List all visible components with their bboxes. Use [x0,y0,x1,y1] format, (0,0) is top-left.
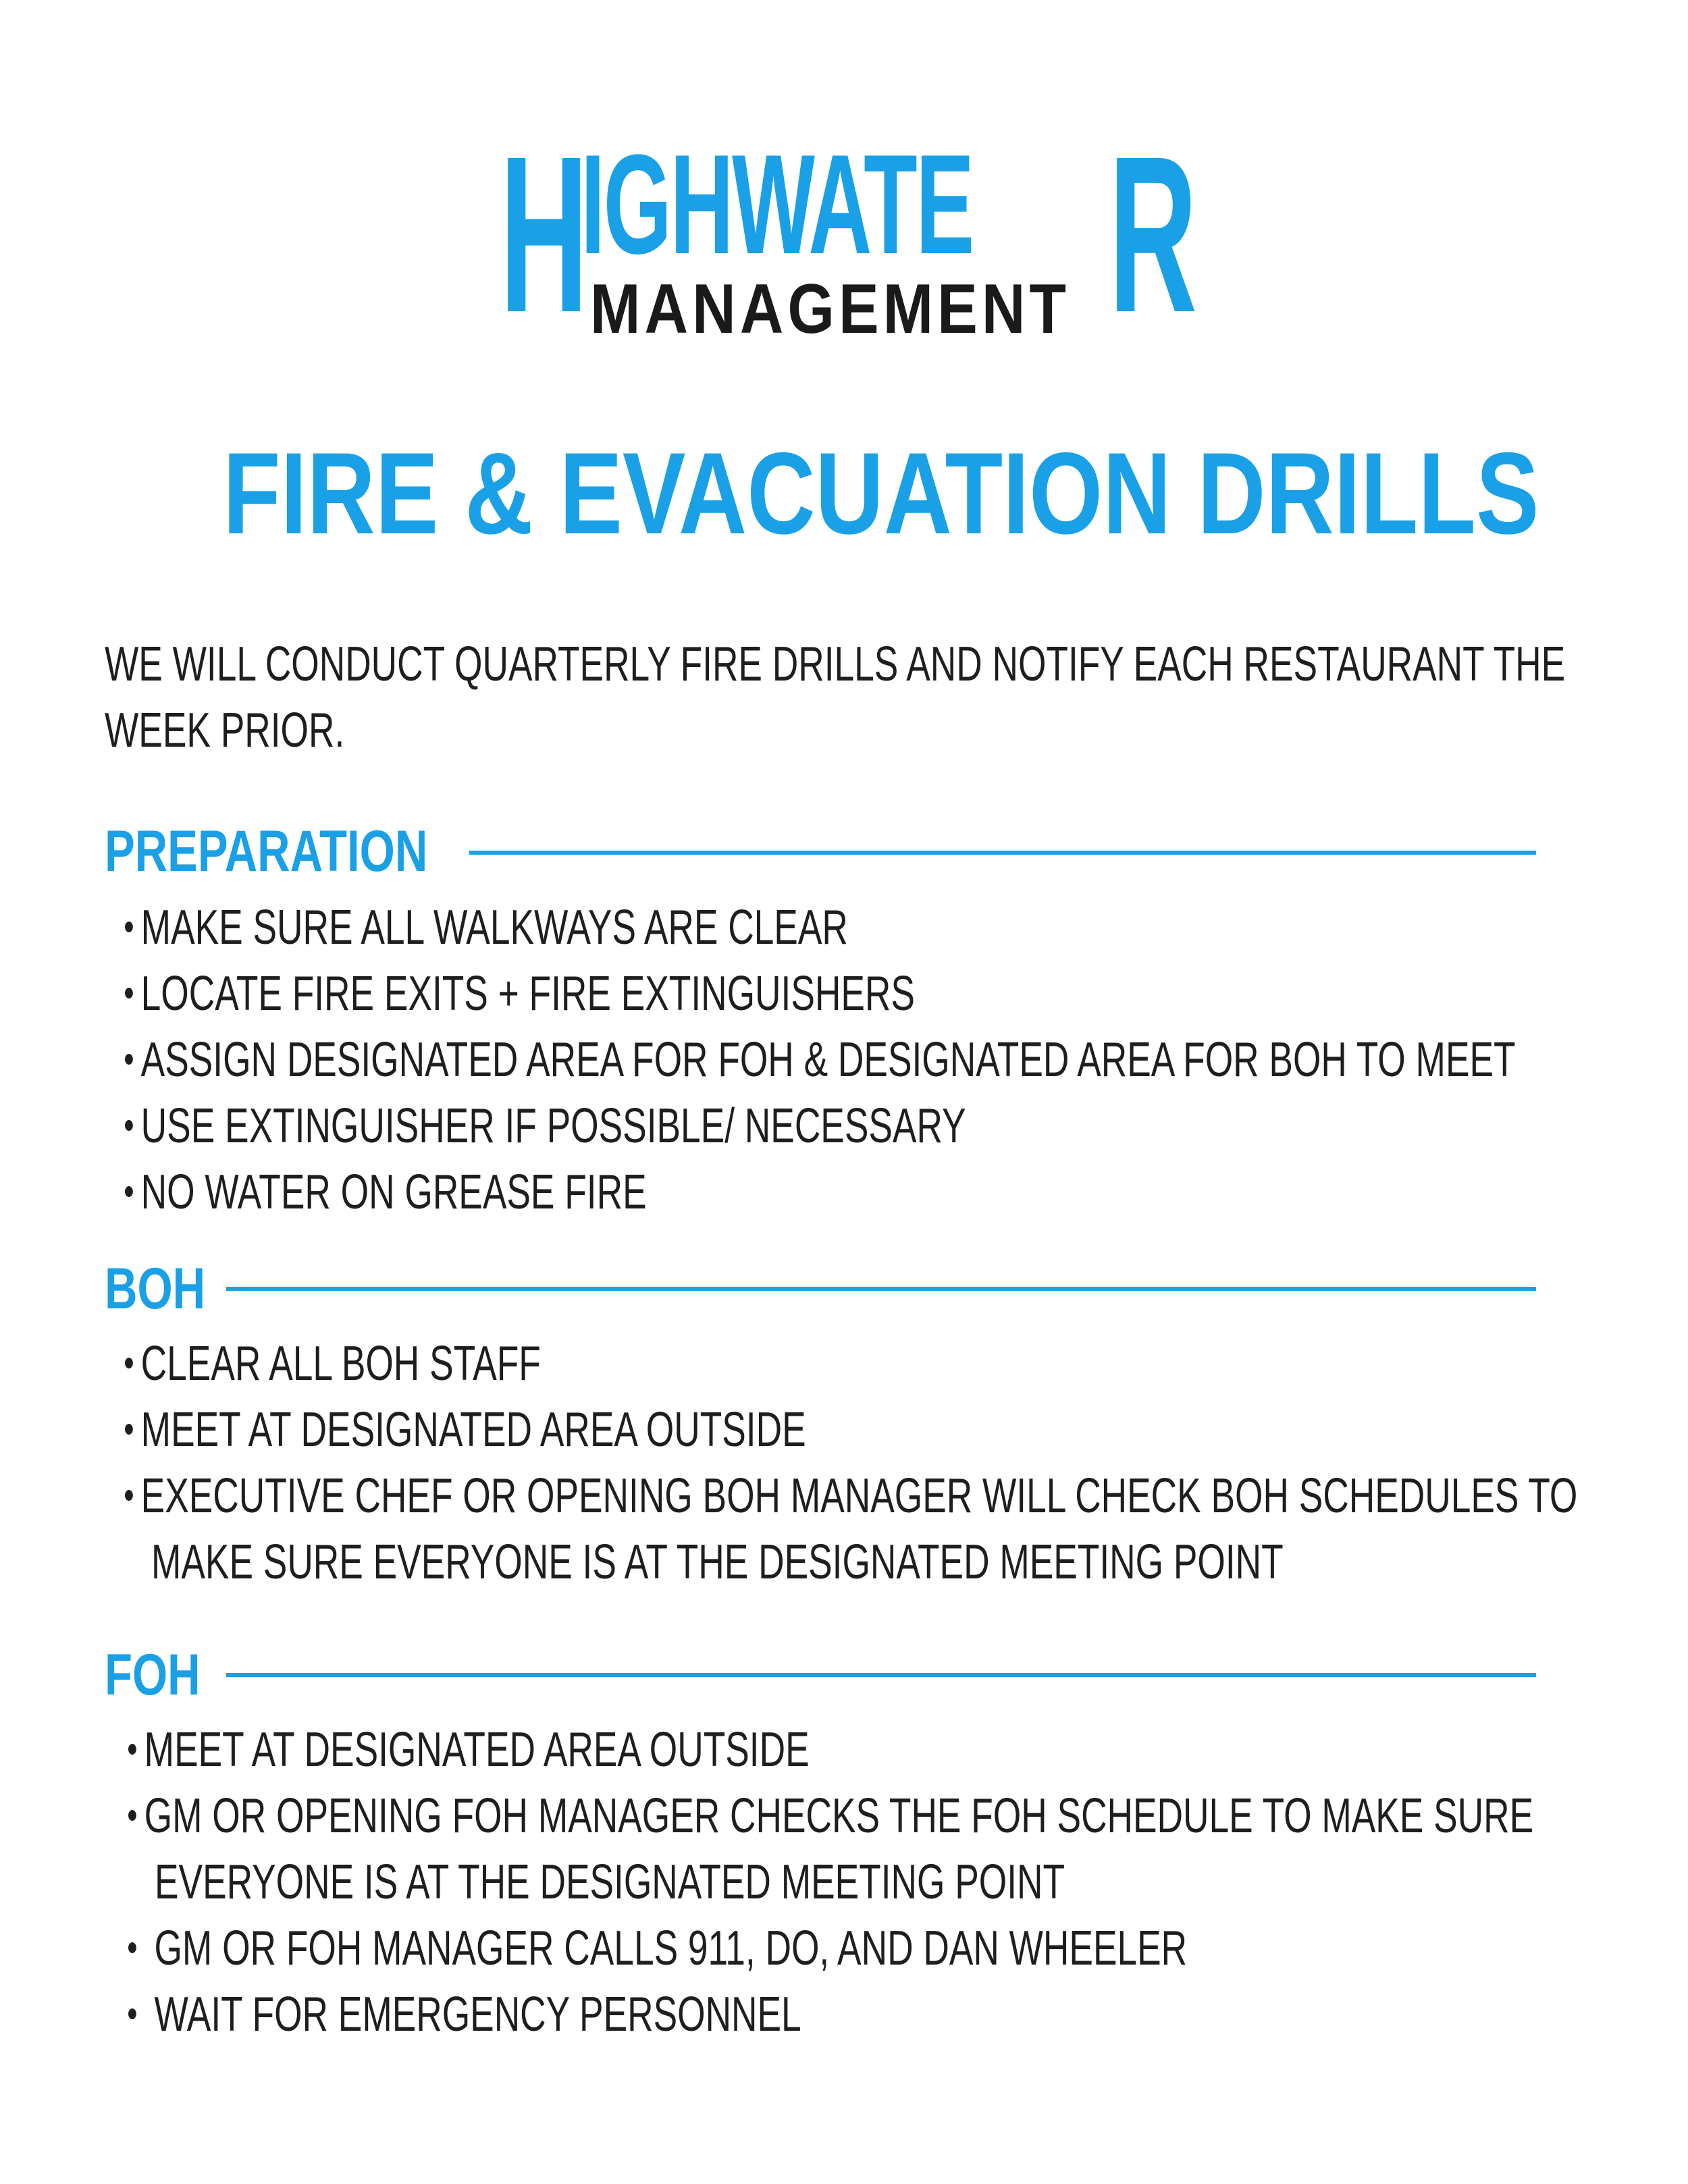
bullet-dot [128,1942,136,1953]
bullet-dot [128,1744,136,1755]
bullet-dot [125,1054,133,1065]
logo-subtitle-management: MANAGEMENT [590,270,1071,348]
page-title: FIRE & EVACUATION DRILLS [223,429,1539,558]
list-item [125,1469,1578,1523]
list-item [128,1789,1534,1843]
list-item-text: CLEAR ALL BOH STAFF [140,1337,541,1391]
list-item-text: MEET AT DESIGNATED AREA OUTSIDE [140,1403,806,1457]
list-item-text: LOCATE FIRE EXITS + FIRE EXTINGUISHERS [140,967,915,1021]
list-item-text: MEET AT DESIGNATED AREA OUTSIDE [144,1723,810,1777]
bullet-dot [128,1810,136,1821]
bullet-dot [125,1490,133,1501]
section-heading-preparation: PREPARATION [105,819,428,884]
list-item-text: USE EXTINGUISHER IF POSSIBLE/ NECESSARY [140,1099,966,1153]
bullet-dot [125,1358,133,1368]
logo-letter-h: H [500,109,589,358]
list-item-text: WAIT FOR EMERGENCY PERSONNEL [144,1988,801,2042]
bullet-dot [125,1186,133,1197]
list-item-text: GM OR OPENING FOH MANAGER CHECKS THE FOH SCHEDULE TO MAKE SURE [144,1789,1534,1843]
list-item-text: EXECUTIVE CHEF OR OPENING BOH MANAGER WILL CHECK BOH SCHEDULES TO [140,1469,1578,1523]
logo-letters-ighwate: IGHWATE [581,125,973,284]
list-item [125,1099,966,1153]
section-heading-boh: BOH [105,1256,206,1321]
highwater-management-logo [500,109,1198,358]
bullet-dot [125,988,133,998]
bullet-dot [125,922,133,932]
list-item-text: MAKE SURE ALL WALKWAYS ARE CLEAR [140,901,848,955]
logo-letter-r: R [1109,109,1198,358]
list-item [125,1033,1516,1087]
list-item-text: ASSIGN DESIGNATED AREA FOR FOH & DESIGNATED AREA FOR BOH TO MEET [140,1033,1516,1087]
intro-line-1: WE WILL CONDUCT QUARTERLY FIRE DRILLS AND NOTIFY EACH RESTAURANT THE [105,637,1566,691]
list-item [128,1988,801,2042]
section-divider-preparation [469,851,1536,855]
section-heading-foh: FOH [105,1643,201,1707]
list-item [125,1165,647,1219]
list-item [125,1403,806,1457]
list-item [125,901,848,955]
list-item-continuation: MAKE SURE EVERYONE IS AT THE DESIGNATED MEETING POINT [151,1535,1284,1589]
list-item [128,1921,1188,1975]
list-item [125,967,915,1021]
list-item-continuation: EVERYONE IS AT THE DESIGNATED MEETING POINT [155,1855,1065,1909]
list-item-text: GM OR FOH MANAGER CALLS 911, DO, AND DAN WHEELER [144,1921,1188,1975]
bullet-dot [128,2008,136,2019]
bullet-dot [125,1120,133,1131]
section-divider-foh [226,1673,1536,1677]
list-item-text: NO WATER ON GREASE FIRE [140,1165,647,1219]
bullet-dot [125,1424,133,1435]
section-divider-boh [226,1287,1536,1291]
list-item [128,1723,810,1777]
list-item [125,1337,541,1391]
intro-line-2: WEEK PRIOR. [105,703,345,757]
